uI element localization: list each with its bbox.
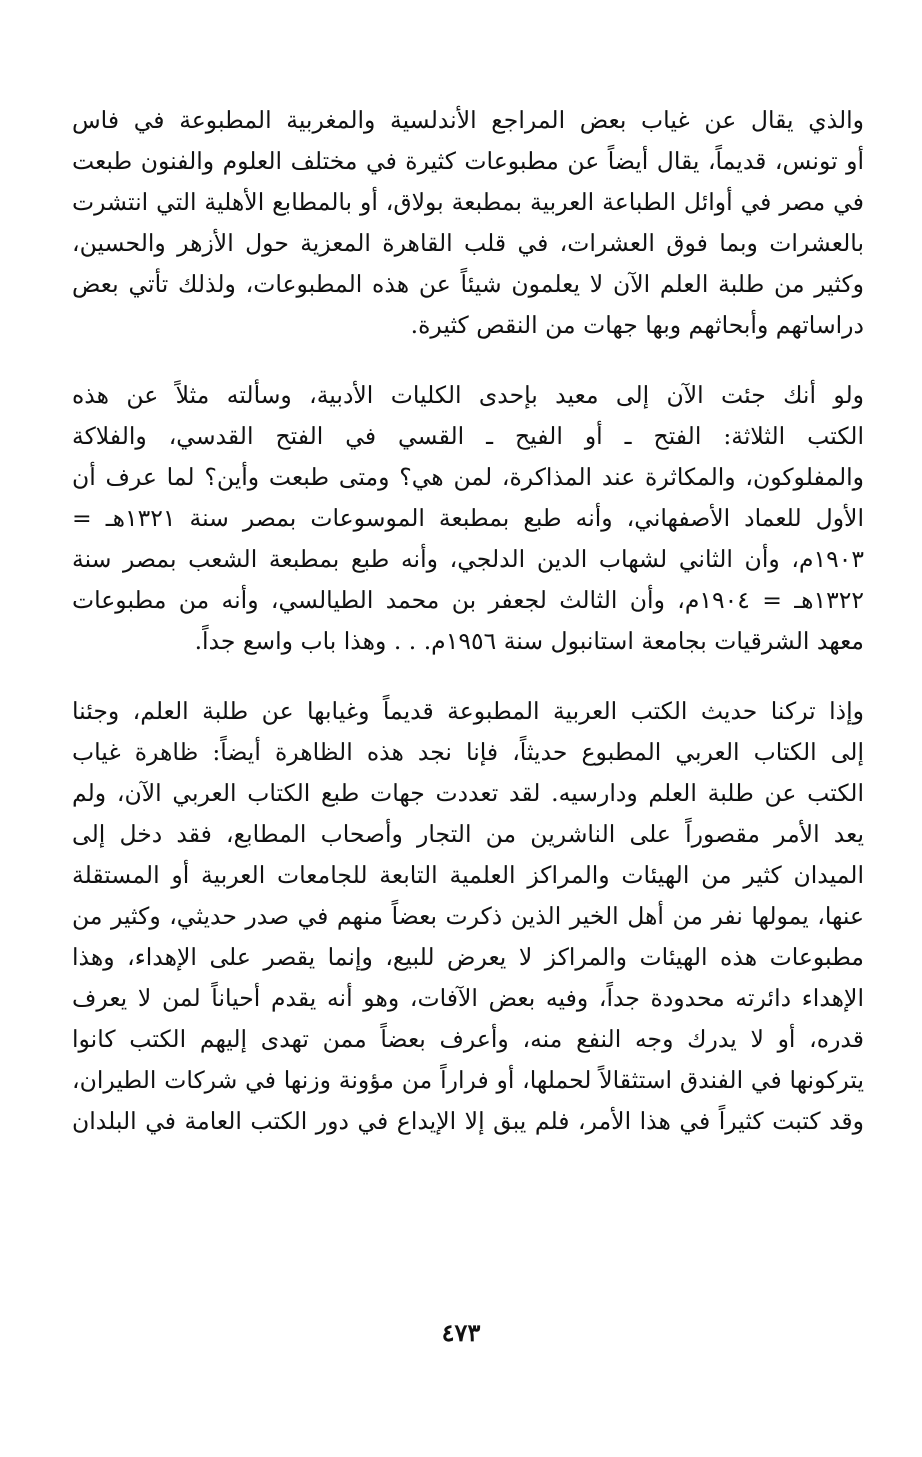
text-line: مطبوعات هذه الهيئات والمراكز لا يعرض للبيع، وإنما يقصر على الإهداء، وهذا	[72, 943, 864, 971]
paragraph-3	[72, 691, 864, 1142]
paragraph-gap	[72, 662, 864, 691]
text-line: وكثير من طلبة العلم الآن لا يعلمون شيئاً عن هذه المطبوعات، ولذلك تأتي بعض	[72, 270, 864, 298]
text-line: الإهداء دائرته محدودة جداً، وفيه بعض الآفات، وهو أنه يقدم أحياناً لمن لا يعرف	[72, 984, 864, 1012]
paragraph-gap	[72, 346, 864, 375]
page-body	[72, 100, 864, 1142]
text-line: وإذا تركنا حديث الكتب العربية المطبوعة قديماً وغيابها عن طلبة العلم، وجئنا	[72, 697, 864, 725]
text-line: ١٩٠٣م، وأن الثاني لشهاب الدين الدلجي، وأنه طبع بمطبعة الشعب بمصر سنة	[72, 545, 864, 573]
text-line: ولو أنك جئت الآن إلى معيد بإحدى الكليات الأدبية، وسألته مثلاً عن هذه	[72, 381, 864, 409]
text-line: بالعشرات وبما فوق العشرات، في قلب القاهرة المعزية حول الأزهر والحسين،	[72, 229, 864, 257]
text-line: والذي يقال عن غياب بعض المراجع الأندلسية والمغربية المطبوعة في فاس	[72, 106, 864, 134]
text-line: والمفلوكون، والمكاثرة عند المذاكرة، لمن هي؟ ومتى طبعت وأين؟ لما عرف أن	[72, 463, 864, 491]
text-line: الميدان كثير من الهيئات والمراكز العلمية التابعة للجامعات العربية أو المستقلة	[72, 861, 864, 889]
text-line: وقد كتبت كثيراً في هذا الأمر، فلم يبق إلا الإيداع في دور الكتب العامة في البلدان	[72, 1107, 864, 1135]
paragraph-2	[72, 375, 864, 662]
text-line: يتركونها في الفندق استثقالاً لحملها، أو فراراً من مؤونة وزنها في شركات الطيران،	[72, 1066, 864, 1094]
text-line: دراساتهم وأبحاثهم وبها جهات من النقص كثيرة.	[410, 311, 864, 339]
text-line: الأول للعماد الأصفهاني، وأنه طبع بمطبعة الموسوعات بمصر سنة ١٣٢١هـ =	[72, 504, 864, 532]
text-line: في مصر في أوائل الطباعة العربية بمطبعة بولاق، أو بالمطابع الأهلية التي انتشرت	[72, 188, 864, 216]
text-line: يعد الأمر مقصوراً على الناشرين من التجار وأصحاب المطابع، فقد دخل إلى	[72, 820, 864, 848]
text-line: قدره، أو لا يدرك وجه النفع منه، وأعرف بعضاً ممن تهدى إليهم الكتب كانوا	[72, 1025, 864, 1053]
text-line: إلى الكتاب العربي المطبوع حديثاً، فإنا نجد هذه الظاهرة أيضاً: ظاهرة غياب	[72, 738, 864, 766]
page-number: ٤٧٣	[441, 1318, 481, 1347]
text-line: ١٣٢٢هـ = ١٩٠٤م، وأن الثالث لجعفر بن محمد الطيالسي، وأنه من مطبوعات	[72, 586, 864, 614]
text-line: الكتب الثلاثة: الفتح ـ أو الفيح ـ القسي في الفتح القدسي، والفلاكة	[72, 422, 864, 450]
text-line: عنها، يمولها نفر من أهل الخير الذين ذكرت بعضاً منهم في صدر حديثي، وكثير من	[72, 902, 864, 930]
text-line: معهد الشرقيات بجامعة استانبول سنة ١٩٥٦م. . . وهذا باب واسع جداً.	[194, 627, 864, 655]
text-line: أو تونس، قديماً، يقال أيضاً عن مطبوعات كثيرة في مختلف العلوم والفنون طبعت	[72, 147, 864, 175]
paragraph-1	[72, 100, 864, 346]
text-line: الكتب عن طلبة العلم ودارسيه. لقد تعددت جهات طبع الكتاب العربي الآن، ولم	[72, 779, 864, 807]
